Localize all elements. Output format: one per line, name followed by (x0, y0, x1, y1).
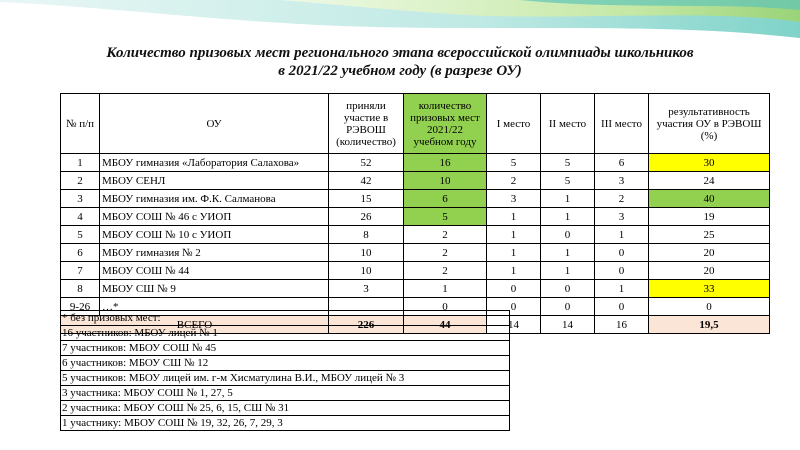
cell-school: МБОУ СОШ № 10 с УИОП (100, 226, 329, 244)
cell-third: 3 (595, 172, 649, 190)
col-header-second-place: II место (541, 94, 595, 154)
cell-school: МБОУ СШ № 9 (100, 280, 329, 298)
cell-participants: 10 (329, 262, 404, 280)
total-first: 14 (487, 316, 541, 334)
cell-number: 6 (61, 244, 100, 262)
cell-third: 0 (595, 262, 649, 280)
cell-effectiveness: 24 (649, 172, 770, 190)
cell-second: 1 (541, 262, 595, 280)
cell-number: 1 (61, 154, 100, 172)
note-line: 3 участника: МБОУ СОШ № 1, 27, 5 (61, 386, 510, 401)
cell-number: 9-26 (61, 298, 100, 316)
cell-first: 3 (487, 190, 541, 208)
col-header-number: № п/п (61, 94, 100, 154)
table-row (61, 244, 770, 262)
cell-effectiveness: 20 (649, 244, 770, 262)
note-line: * без призовых мест: (61, 311, 510, 326)
note-line: 5 участников: МБОУ лицей им. г-м Хисматулина В.И., МБОУ лицей № 3 (61, 371, 510, 386)
title-line-1: Количество призовых мест регионального этапа всероссийской олимпиады школьников (106, 45, 694, 61)
cell-second: 5 (541, 154, 595, 172)
cell-prize-places: 2 (404, 226, 487, 244)
col-header-third-place: III место (595, 94, 649, 154)
cell-first: 5 (487, 154, 541, 172)
cell-participants: 42 (329, 172, 404, 190)
cell-effectiveness: 25 (649, 226, 770, 244)
cell-prize-places: 16 (404, 154, 487, 172)
note-line: 6 участников: МБОУ СШ № 12 (61, 356, 510, 371)
total-prize-places: 44 (404, 316, 487, 334)
cell-third: 3 (595, 208, 649, 226)
cell-number: 2 (61, 172, 100, 190)
table-row (61, 172, 770, 190)
results-table (60, 93, 770, 334)
cell-participants: 3 (329, 280, 404, 298)
note-line: 2 участника: МБОУ СОШ № 25, 6, 15, СШ № 31 (61, 401, 510, 416)
col-header-participants: приняли участие в РЭВОШ (количество) (329, 94, 404, 154)
cell-third: 6 (595, 154, 649, 172)
note-line: 1 участнику: МБОУ СОШ № 19, 32, 26, 7, 29, 3 (61, 416, 510, 431)
page-title (40, 44, 760, 80)
table-row (61, 208, 770, 226)
col-header-effectiveness: результативность участия ОУ в РЭВОШ (%) (649, 94, 770, 154)
cell-effectiveness: 19 (649, 208, 770, 226)
cell-participants: 10 (329, 244, 404, 262)
cell-participants: 26 (329, 208, 404, 226)
cell-school: МБОУ гимназия «Лаборатория Салахова» (100, 154, 329, 172)
cell-third: 0 (595, 244, 649, 262)
cell-school: …* (100, 298, 329, 316)
cell-second: 0 (541, 226, 595, 244)
cell-second: 0 (541, 280, 595, 298)
cell-number: 8 (61, 280, 100, 298)
cell-number: 5 (61, 226, 100, 244)
note-line: 7 участников: МБОУ СОШ № 45 (61, 341, 510, 356)
cell-third: 2 (595, 190, 649, 208)
title-line-2: в 2021/22 учебном году (в разрезе ОУ) (278, 63, 522, 79)
note-line: 16 участников: МБОУ лицей № 1 (61, 326, 510, 341)
cell-school: МБОУ СОШ № 46 с УИОП (100, 208, 329, 226)
cell-number: 7 (61, 262, 100, 280)
cell-effectiveness: 30 (649, 154, 770, 172)
cell-prize-places: 6 (404, 190, 487, 208)
cell-effectiveness: 33 (649, 280, 770, 298)
notes-table (60, 310, 510, 431)
cell-first: 1 (487, 208, 541, 226)
cell-first: 0 (487, 298, 541, 316)
total-third: 16 (595, 316, 649, 334)
cell-school: МБОУ гимназия № 2 (100, 244, 329, 262)
cell-effectiveness: 40 (649, 190, 770, 208)
cell-third: 1 (595, 280, 649, 298)
cell-prize-places: 0 (404, 298, 487, 316)
cell-number: 4 (61, 208, 100, 226)
cell-effectiveness: 0 (649, 298, 770, 316)
cell-first: 1 (487, 262, 541, 280)
col-header-school: ОУ (100, 94, 329, 154)
cell-second: 1 (541, 244, 595, 262)
cell-participants: 52 (329, 154, 404, 172)
cell-first: 1 (487, 244, 541, 262)
cell-second: 5 (541, 172, 595, 190)
cell-first: 2 (487, 172, 541, 190)
cell-prize-places: 1 (404, 280, 487, 298)
col-header-first-place: I место (487, 94, 541, 154)
table-row (61, 190, 770, 208)
cell-prize-places: 2 (404, 244, 487, 262)
cell-prize-places: 2 (404, 262, 487, 280)
cell-participants: 15 (329, 190, 404, 208)
cell-prize-places: 10 (404, 172, 487, 190)
cell-second: 1 (541, 190, 595, 208)
total-second: 14 (541, 316, 595, 334)
total-label: ВСЕГО (61, 316, 329, 334)
cell-participants: 8 (329, 226, 404, 244)
cell-school: МБОУ СОШ № 44 (100, 262, 329, 280)
total-participants: 226 (329, 316, 404, 334)
cell-prize-places: 5 (404, 208, 487, 226)
cell-first: 0 (487, 280, 541, 298)
table-row (61, 226, 770, 244)
table-row (61, 154, 770, 172)
table-header-row (61, 94, 770, 154)
total-effectiveness: 19,5 (649, 316, 770, 334)
cell-school: МБОУ гимназия им. Ф.К. Салманова (100, 190, 329, 208)
col-header-prize-places: количество призовых мест 2021/22 учебном году (404, 94, 487, 154)
table-row (61, 280, 770, 298)
cell-second: 1 (541, 208, 595, 226)
cell-third: 1 (595, 226, 649, 244)
cell-first: 1 (487, 226, 541, 244)
cell-second: 0 (541, 298, 595, 316)
cell-number: 3 (61, 190, 100, 208)
cell-school: МБОУ СЕНЛ (100, 172, 329, 190)
cell-effectiveness: 20 (649, 262, 770, 280)
cell-third: 0 (595, 298, 649, 316)
table-row (61, 262, 770, 280)
